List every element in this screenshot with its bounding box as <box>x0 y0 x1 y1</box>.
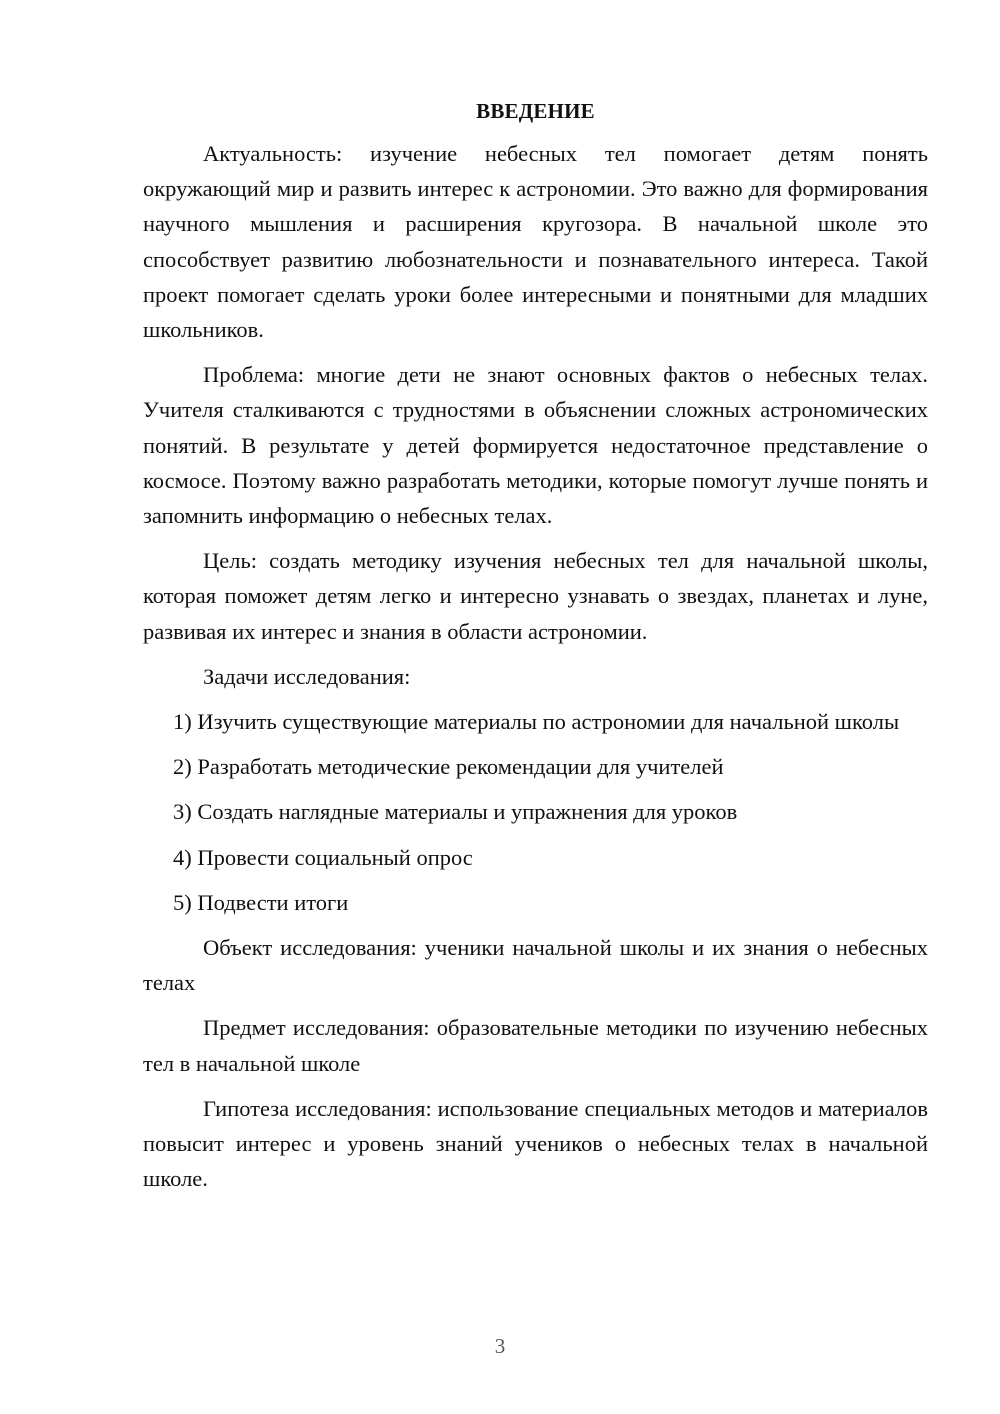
task-item-2: 2) Разработать методические рекомендации для учителей <box>173 754 724 780</box>
task-item-3: 3) Создать наглядные материалы и упражнения для уроков <box>173 799 738 825</box>
task-item-1: 1) Изучить существующие материалы по астрономии для начальной школы <box>173 709 900 735</box>
object-paragraph: Объект исследования: ученики начальной школы и их знания о небесных телах <box>143 935 928 996</box>
tasks-title: Задачи исследования: <box>203 663 411 689</box>
page-number: 3 <box>494 1334 506 1358</box>
relevance-paragraph: Актуальность: изучение небесных тел помогает детям понять окружающий мир и развить интерес к астрономии. Это важно для формирования научного мышления и расширения кругозора. В начальной школе это способствует развитию любознательности и познавательного интереса. Такой проект помогает сделать уроки более интересными и понятными для младших школьников. <box>143 141 928 343</box>
task-item-4: 4) Провести социальный опрос <box>173 844 473 870</box>
document-page <box>143 96 928 1206</box>
hypothesis-paragraph: Гипотеза исследования: использование специальных методов и материалов повысит интерес и уровень знаний учеников о небесных телах в начальной школе. <box>143 1095 928 1192</box>
subject-paragraph: Предмет исследования: образовательные методики по изучению небесных тел в начальной школе <box>143 1015 928 1076</box>
task-item-5: 5) Подвести итоги <box>173 889 349 915</box>
problem-paragraph: Проблема: многие дети не знают основных фактов о небесных телах. Учителя сталкиваются с трудностями в объяснении сложных астрономических понятий. В результате у детей формируется недостаточное представление о космосе. Поэтому важно разработать методики, которые помогут лучше понять и запомнить информацию о небесных телах. <box>143 362 928 529</box>
goal-paragraph: Цель: создать методику изучения небесных тел для начальной школы, которая поможет детям легко и интересно узнавать о звездах, планетах и луне, развивая их интерес и знания в области астрономии. <box>143 548 928 644</box>
page-title: ВВЕДЕНИЕ <box>476 99 595 123</box>
